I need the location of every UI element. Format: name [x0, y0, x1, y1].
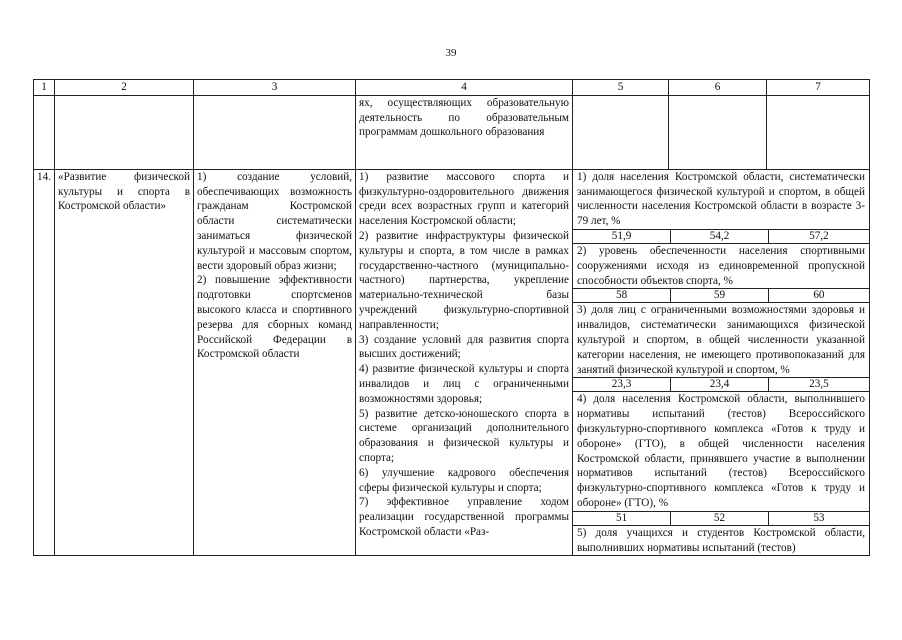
indicator-value: 23,5 [768, 378, 869, 392]
indicator-values [573, 229, 869, 243]
indicators-block [573, 169, 870, 556]
goal-item: 2) повышение эффективности подготовки спортсменов высокого класса и спортивного резерва для сборных команд Российской Федерации в Костромской области [197, 274, 352, 361]
program-name: «Развитие физической культуры и спорта в Костромской области» [55, 169, 194, 556]
program-table [33, 79, 870, 556]
indicator-text: 3) доля лиц с ограниченными возможностями здоровья и инвалидов, систематически занимающихся физической культурой и спортом, в общей численности указанной категории населения, не имеющего противопоказаний для занятий физической культурой и спортом, % [573, 303, 869, 378]
indicator-value: 59 [671, 289, 769, 303]
indicator-value: 54,2 [671, 229, 769, 243]
task-item: 4) развитие физической культуры и спорта инвалидов и лиц с ограниченными возможностями здоровья; [359, 363, 569, 405]
continuation-task-text: ях, осуществляющих образовательную деятельность по образовательным программам дошкольного образования [356, 95, 573, 169]
program-goals [194, 169, 356, 556]
indicators-table [573, 170, 869, 556]
task-item: 7) эффективное управление ходом реализации государственной программы Костромской области «Раз- [359, 496, 569, 538]
indicator-value: 52 [671, 511, 769, 525]
header-col-1: 1 [34, 80, 55, 96]
header-col-2: 2 [55, 80, 194, 96]
indicator-text: 5) доля учащихся и студентов Костромской области, выполнивших нормативы испытаний (тестов) [577, 526, 865, 554]
table-row [34, 169, 870, 556]
header-col-7: 7 [767, 80, 870, 96]
indicator-value: 58 [573, 289, 671, 303]
header-col-5: 5 [573, 80, 669, 96]
header-col-3: 3 [194, 80, 356, 96]
task-item: 3) создание условий для развития спорта высших достижений; [359, 333, 569, 361]
indicator-text: 4) доля населения Костромской области, выполнившего нормативы испытаний (тестов) Всероссийского физкультурно-спортивного комплекса «Готов к труду и обороне» (ГТО), в общей численности населения Костромской области, принявшего участие в выполнении нормативов испытаний (тестов) Всероссийского физкультурно-спортивного комплекса «Готов к труду и обороне» (ГТО), % [573, 392, 869, 511]
task-item: 6) улучшение кадрового обеспечения сферы физической культуры и спорта; [359, 466, 569, 494]
indicator-values [573, 378, 869, 392]
task-item: 1) развитие массового спорта и физкультурно-оздоровительного движения среди всех возрастных групп и категорий населения Костромской области; [359, 170, 569, 228]
indicator-value: 57,2 [768, 229, 869, 243]
indicator-values [573, 289, 869, 303]
indicator-text: 2) уровень обеспеченности населения спортивными сооружениями исходя из единовременной пропускной способности объектов спорта, % [573, 243, 869, 288]
indicator-values [573, 511, 869, 525]
indicator-value: 23,3 [573, 378, 671, 392]
indicator-value: 51 [573, 511, 671, 525]
task-item: 2) развитие инфраструктуры физической культуры и спорта, в том числе в рамках государственно-частного (муниципально-частного) партнерства, укрепление материально-технической базы учреждений физкультурно-спортивной направленности; [359, 229, 569, 331]
page-number: 39 [445, 47, 457, 59]
indicator-value: 60 [768, 289, 869, 303]
indicator-value: 51,9 [573, 229, 671, 243]
header-col-6: 6 [669, 80, 767, 96]
indicator-value: 23,4 [671, 378, 769, 392]
task-item: 5) развитие детско-юношеского спорта в системе организаций дополнительного образования и физической культуры и спорта; [359, 407, 569, 464]
header-col-4: 4 [356, 80, 573, 96]
row-number: 14. [34, 169, 55, 556]
header-row [34, 80, 870, 96]
goal-item: 1) создание условий, обеспечивающих возможность гражданам Костромской области систематически заниматься физической культурой и массовым спортом, вести здоровый образ жизни; [197, 170, 352, 272]
indicator-value: 53 [768, 511, 869, 525]
program-tasks [356, 169, 573, 556]
continuation-row [34, 95, 870, 169]
indicator-text: 1) доля населения Костромской области, систематически занимающегося физической культурой и спортом, в общей численности населения Костромской области в возрасте 3-79 лет, % [573, 170, 869, 230]
